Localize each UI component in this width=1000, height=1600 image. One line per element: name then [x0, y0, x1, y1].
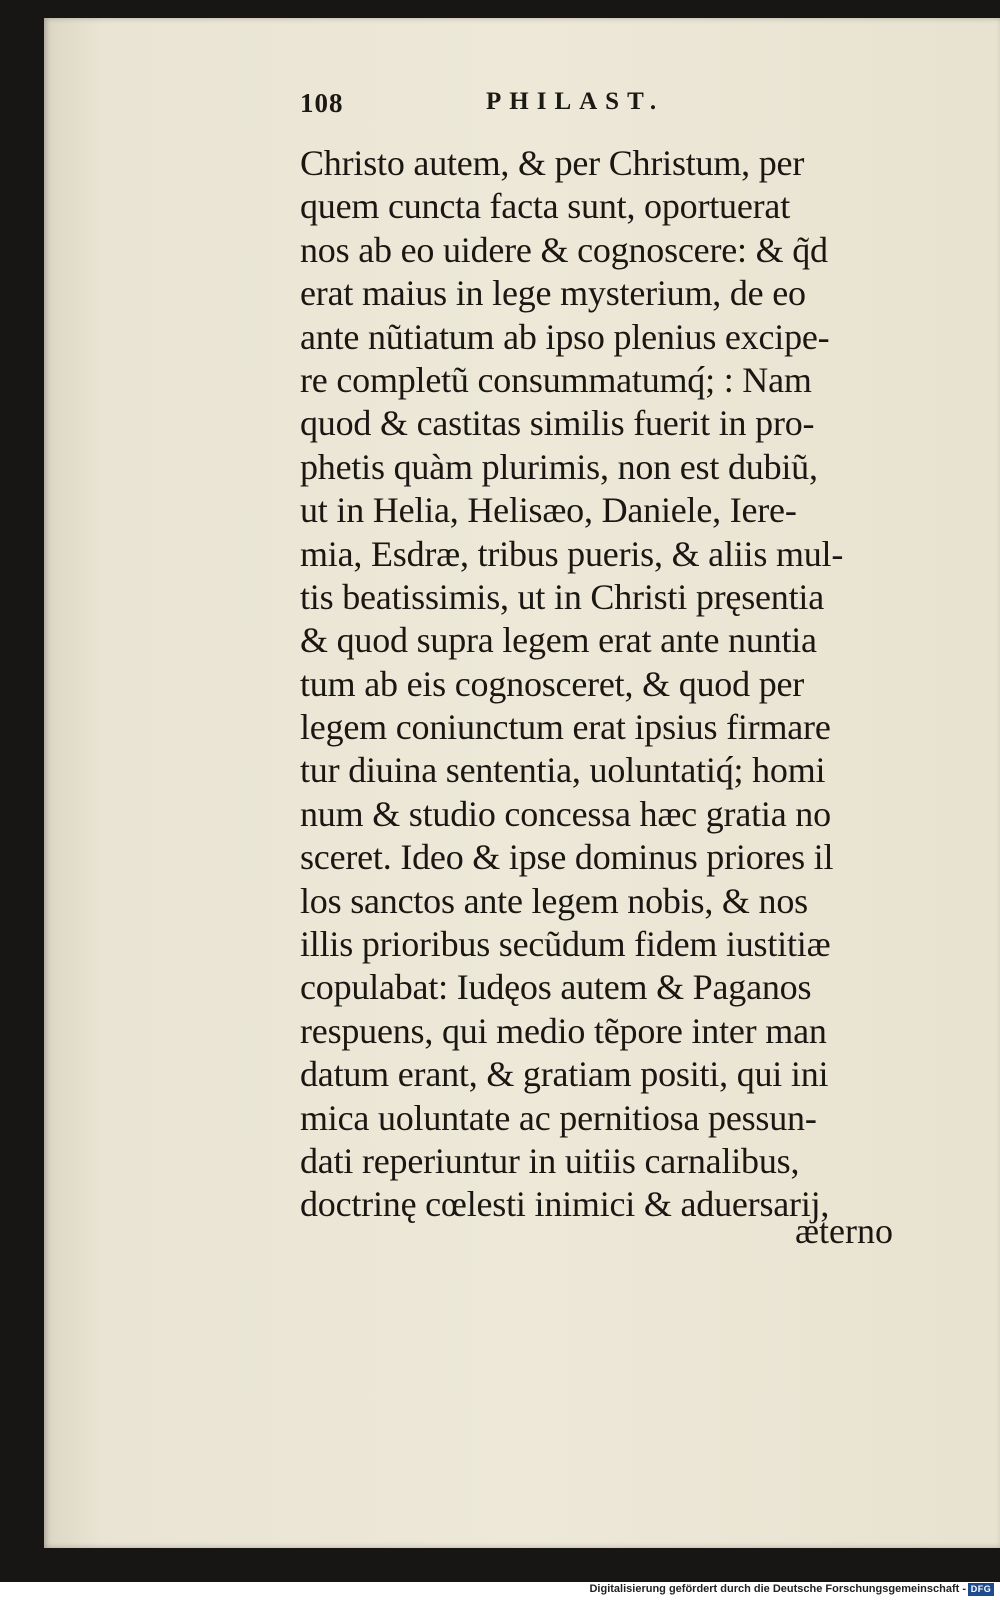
text-line: ut in Helia, Helisæo, Daniele, Iere-	[300, 490, 797, 531]
text-line: mia, Esdræ, tribus pueris, & aliis mul-	[300, 533, 844, 574]
text-line: illis prioribus secũdum fidem iustitiæ	[300, 924, 831, 965]
text-line: datum erant, & gratiam positi, qui ini	[300, 1054, 829, 1095]
dfg-logo-icon: DFG	[968, 1583, 994, 1596]
text-line: los sanctos ante legem nobis, & nos	[300, 880, 808, 921]
text-line: ante nũtiatum ab ipso plenius excipe-	[300, 316, 830, 357]
text-line: doctrinę cœlesti inimici & aduersarij,	[300, 1184, 830, 1225]
text-line: Christo autem, & per Christum, per	[300, 143, 805, 183]
text-line: & quod supra legem erat ante nuntia	[300, 620, 817, 661]
text-line: erat maius in lege mysterium, de eo	[300, 273, 806, 314]
text-line: copulabat: Iudęos autem & Paganos	[300, 967, 812, 1008]
text-line: num & studio concessa hæc gratia no	[300, 793, 831, 834]
text-line: tur diuina sententia, uoluntatiq́; homi	[300, 750, 826, 791]
text-line: respuens, qui medio tẽpore inter man	[300, 1010, 827, 1051]
text-line: nos ab eo uidere & cognoscere: & q̃d	[300, 229, 828, 270]
digitization-credit: Digitalisierung gefördert durch die Deutsche Forschungsgemeinschaft -	[589, 1583, 966, 1595]
catchword: æterno	[795, 1211, 893, 1251]
page-number: 108	[300, 88, 344, 118]
running-head: PHILAST.	[486, 88, 665, 115]
text-line: mica uoluntate ac pernitiosa pessun-	[300, 1097, 817, 1138]
body-text	[300, 142, 920, 1227]
text-line: tis beatissimis, ut in Christi pręsentia	[300, 576, 824, 617]
text-line: sceret. Ideo & ipse dominus priores il	[300, 837, 834, 878]
text-line: quem cuncta facta sunt, oportuerat	[300, 186, 790, 227]
text-line: phetis quàm plurimis, non est dubiũ,	[300, 446, 818, 487]
text-line: quod & castitas similis fuerit in pro-	[300, 403, 815, 444]
text-line: tum ab eis cognosceret, & quod per	[300, 663, 805, 704]
page-header	[300, 88, 900, 128]
text-line: legem coniunctum erat ipsius firmare	[300, 707, 831, 748]
text-line: re completũ consummatumq́; : Nam	[300, 359, 812, 400]
text-line: dati reperiuntur in uitiis carnalibus,	[300, 1140, 800, 1181]
